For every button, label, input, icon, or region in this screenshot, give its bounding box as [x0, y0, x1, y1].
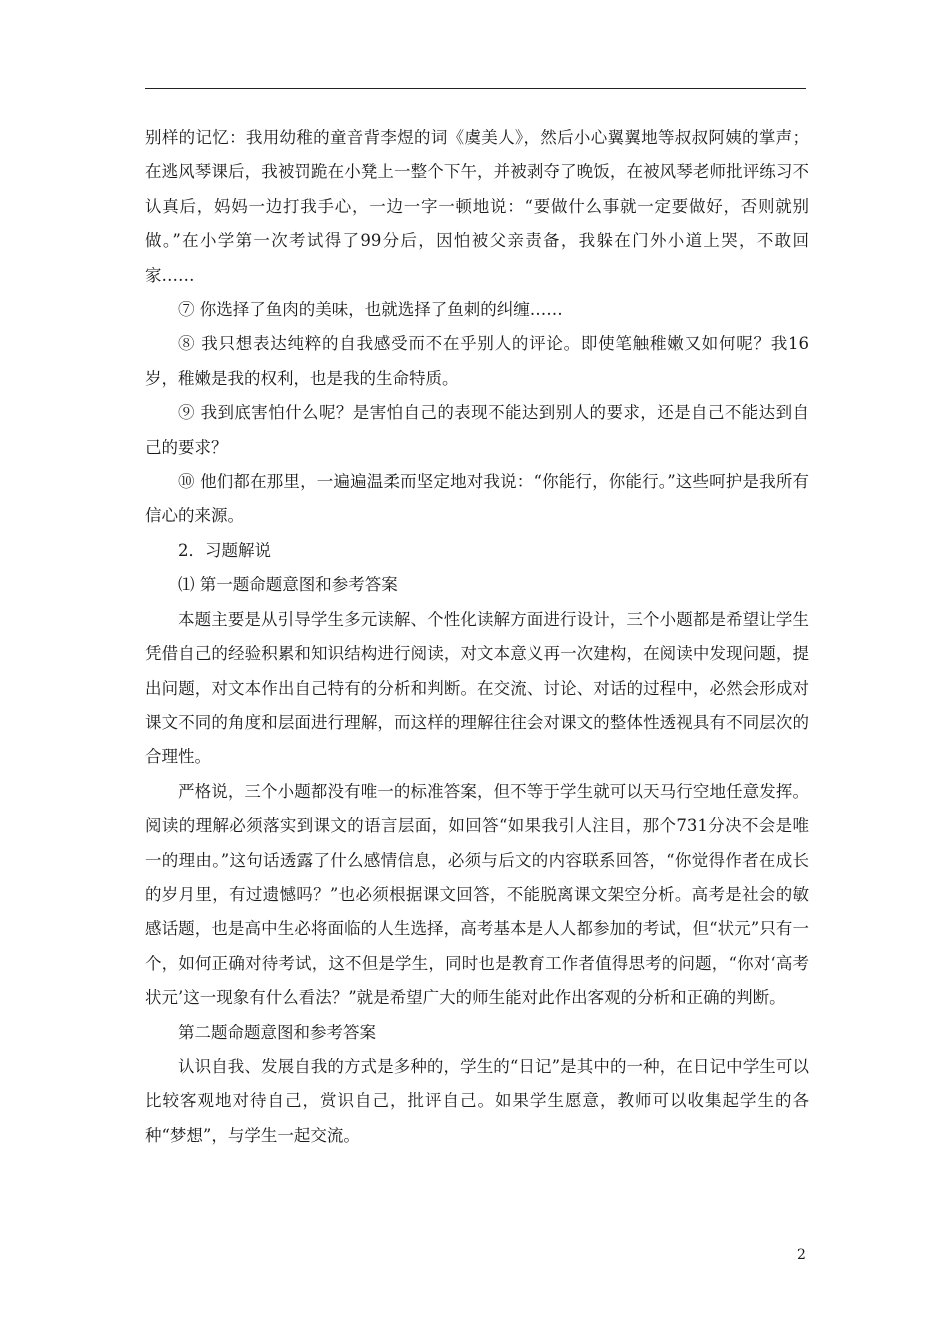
paragraph-question-1-intent: 本题主要是从引导学生多元读解、个性化读解方面进行设计，三个小题都是希望让学生凭借自己的经验积累和知识结构进行阅读，对文本意义再一次建构，在阅读中发现问题，提出问题，对文本作出自己特有的分析和判断。在交流、讨论、对话的过程中，必然会形成对课文不同的角度和层面进行理解，而这样的理解往往会对课文的整体性透视具有不同层次的合理性。: [145, 609, 809, 767]
page-number: 2: [797, 1247, 806, 1263]
subheading-question-2: 第二题命题意图和参考答案: [178, 1022, 376, 1042]
paragraph-item-9: ⑨ 我到底害怕什么呢？是害怕自己的表现不能达到别人的要求，还是自己不能达到自己的要求？: [145, 403, 809, 457]
header-rule: [145, 88, 806, 89]
document-body: [145, 121, 809, 1153]
paragraph-item-7: ⑦ 你选择了鱼肉的美味，也就选择了鱼刺的纠缠……: [178, 300, 563, 320]
paragraph-question-2-answer: 认识自我、发展自我的方式是多种的，学生的“日记”是其中的一种，在日记中学生可以比较客观地对待自己，赏识自己，批评自己。如果学生愿意，教师可以收集起学生的各种“梦想”，与学生一起交流。: [145, 1056, 809, 1145]
paragraph-item-10: ⑩ 他们都在那里，一遍遍温柔而坚定地对我说：“你能行，你能行。”这些呵护是我所有信心的来源。: [145, 472, 809, 526]
section-heading-exercises: 2．习题解说: [178, 540, 271, 560]
paragraph-question-1-answer: 严格说，三个小题都没有唯一的标准答案，但不等于学生就可以天马行空地任意发挥。阅读的理解必须落实到课文的语言层面，如回答“如果我引人注目，那个731分决不会是唯一的理由。”这句话透露了什么感情信息，必须与后文的内容联系回答，“你觉得作者在成长的岁月里，有过遗憾吗？”也必须根据课文回答，不能脱离课文架空分析。高考是社会的敏感话题，也是高中生必将面临的人生选择，高考基本是人人都参加的考试，但“状元”只有一个，如何正确对待考试，这不但是学生，同时也是教育工作者值得思考的问题，“你对‘高考状元’这一现象有什么看法？”就是希望广大的师生能对此作出客观的分析和正确的判断。: [145, 781, 809, 1008]
paragraph-memories: 别样的记忆：我用幼稚的童音背李煜的词《虞美人》，然后小心翼翼地等叔叔阿姨的掌声；在逃风琴课后，我被罚跪在小凳上一整个下午，并被剥夺了晚饭，在被风琴老师批评练习不认真后，妈妈一边打我手心，一边一字一顿地说：“要做什么事就一定要做好，否则就别做。”在小学第一次考试得了99分后，因怕被父亲责备，我躲在门外小道上哭，不敢回家……: [145, 128, 809, 285]
subheading-question-1: ⑴ 第一题命题意图和参考答案: [178, 575, 398, 595]
paragraph-item-8: ⑧ 我只想表达纯粹的自我感受而不在乎别人的评论。即使笔触稚嫩又如何呢？我16岁，稚嫩是我的权利，也是我的生命特质。: [145, 334, 809, 388]
